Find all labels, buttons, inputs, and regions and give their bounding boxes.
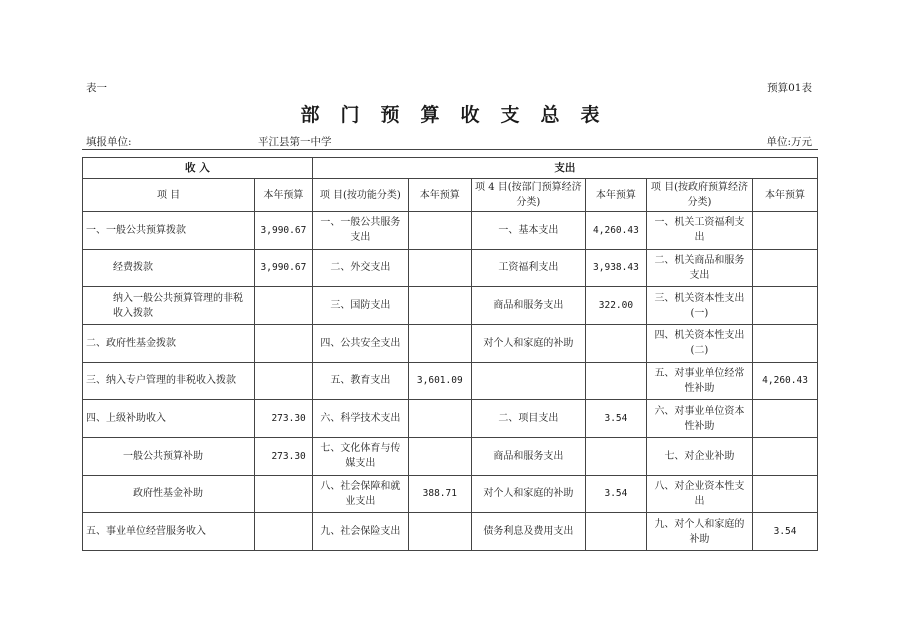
gov-item: 四、机关资本性支出(二) — [646, 324, 752, 362]
gov-item: 一、机关工资福利支出 — [646, 212, 752, 250]
gov-value — [753, 475, 818, 513]
table-row — [83, 362, 818, 400]
dept-value: 3,938.43 — [586, 249, 647, 287]
dept-item: 商品和服务支出 — [471, 437, 585, 475]
func-value: 388.71 — [408, 475, 471, 513]
income-value: 273.30 — [255, 437, 313, 475]
func-item: 六、科学技术支出 — [312, 400, 408, 438]
col-budget: 本年预算 — [255, 179, 313, 212]
dept-item: 对个人和家庭的补助 — [471, 324, 585, 362]
col-gov: 项 目(按政府预算经济分类) — [646, 179, 752, 212]
col-item: 项 目 — [83, 179, 255, 212]
unit-label: 单位:万元 — [766, 136, 812, 148]
func-value — [408, 212, 471, 250]
gov-item: 三、机关资本性支出(一) — [646, 287, 752, 325]
income-item: 三、纳入专户管理的非税收入拨款 — [83, 362, 255, 400]
dept-item: 二、项目支出 — [471, 400, 585, 438]
income-item: 五、事业单位经营服务收入 — [83, 513, 255, 551]
col-func: 项 目(按功能分类) — [312, 179, 408, 212]
gov-item: 九、对个人和家庭的补助 — [646, 513, 752, 551]
table-row — [83, 249, 818, 287]
org-label: 填报单位: — [86, 136, 132, 148]
func-item: 九、社会保险支出 — [312, 513, 408, 551]
income-item: 一、一般公共预算拨款 — [83, 212, 255, 250]
func-value — [408, 437, 471, 475]
gov-item: 五、对事业单位经常性补助 — [646, 362, 752, 400]
income-value: 3,990.67 — [255, 212, 313, 250]
table-row — [83, 287, 818, 325]
dept-value — [586, 513, 647, 551]
table-row — [83, 475, 818, 513]
dept-item — [471, 362, 585, 400]
func-item: 二、外交支出 — [312, 249, 408, 287]
dept-value — [586, 437, 647, 475]
gov-item: 七、对企业补助 — [646, 437, 752, 475]
gov-value — [753, 400, 818, 438]
col-budget: 本年预算 — [408, 179, 471, 212]
income-item: 四、上级补助收入 — [83, 400, 255, 438]
func-item: 七、文化体育与传媒支出 — [312, 437, 408, 475]
func-value — [408, 400, 471, 438]
income-item: 二、政府性基金拨款 — [83, 324, 255, 362]
dept-value: 3.54 — [586, 475, 647, 513]
gov-item: 六、对事业单位资本性补助 — [646, 400, 752, 438]
func-item: 四、公共安全支出 — [312, 324, 408, 362]
table-row — [83, 437, 818, 475]
form-number: 预算01表 — [767, 82, 812, 94]
func-value — [408, 324, 471, 362]
gov-value — [753, 212, 818, 250]
income-value — [255, 324, 313, 362]
table-row — [83, 212, 818, 250]
income-item: 一般公共预算补助 — [83, 437, 255, 475]
income-item: 政府性基金补助 — [83, 475, 255, 513]
col-dept: 项 4 目(按部门预算经济分类) — [471, 179, 585, 212]
expense-header: 支出 — [312, 158, 817, 179]
func-item: 三、国防支出 — [312, 287, 408, 325]
table-row — [83, 400, 818, 438]
table-row — [83, 324, 818, 362]
gov-value — [753, 249, 818, 287]
func-item: 五、教育支出 — [312, 362, 408, 400]
income-item: 纳入一般公共预算管理的非税收入拨款 — [83, 287, 255, 325]
gov-value — [753, 324, 818, 362]
dept-item: 对个人和家庭的补助 — [471, 475, 585, 513]
dept-item: 商品和服务支出 — [471, 287, 585, 325]
func-item: 八、社会保障和就业支出 — [312, 475, 408, 513]
dept-value: 322.00 — [586, 287, 647, 325]
dept-item: 一、基本支出 — [471, 212, 585, 250]
income-value — [255, 287, 313, 325]
func-item: 一、一般公共服务支出 — [312, 212, 408, 250]
dept-item: 债务利息及费用支出 — [471, 513, 585, 551]
income-value — [255, 475, 313, 513]
income-header: 收 入 — [83, 158, 313, 179]
gov-value: 3.54 — [753, 513, 818, 551]
col-budget: 本年预算 — [586, 179, 647, 212]
page-title: 部门预算收支总表 — [300, 104, 621, 126]
table-number: 表一 — [86, 82, 107, 94]
header-rule — [82, 149, 818, 150]
gov-value — [753, 437, 818, 475]
dept-value: 4,260.43 — [586, 212, 647, 250]
gov-value: 4,260.43 — [753, 362, 818, 400]
income-item: 经费拨款 — [83, 249, 255, 287]
dept-item: 工资福利支出 — [471, 249, 585, 287]
func-value — [408, 249, 471, 287]
func-value — [408, 513, 471, 551]
gov-item: 二、机关商品和服务支出 — [646, 249, 752, 287]
income-value — [255, 513, 313, 551]
gov-value — [753, 287, 818, 325]
income-value — [255, 362, 313, 400]
dept-value — [586, 362, 647, 400]
budget-table — [82, 157, 818, 551]
gov-item: 八、对企业资本性支出 — [646, 475, 752, 513]
org-name: 平江县第一中学 — [258, 136, 332, 148]
func-value: 3,601.09 — [408, 362, 471, 400]
table-row — [83, 513, 818, 551]
dept-value: 3.54 — [586, 400, 647, 438]
col-budget: 本年预算 — [753, 179, 818, 212]
dept-value — [586, 324, 647, 362]
income-value: 273.30 — [255, 400, 313, 438]
income-value: 3,990.67 — [255, 249, 313, 287]
func-value — [408, 287, 471, 325]
